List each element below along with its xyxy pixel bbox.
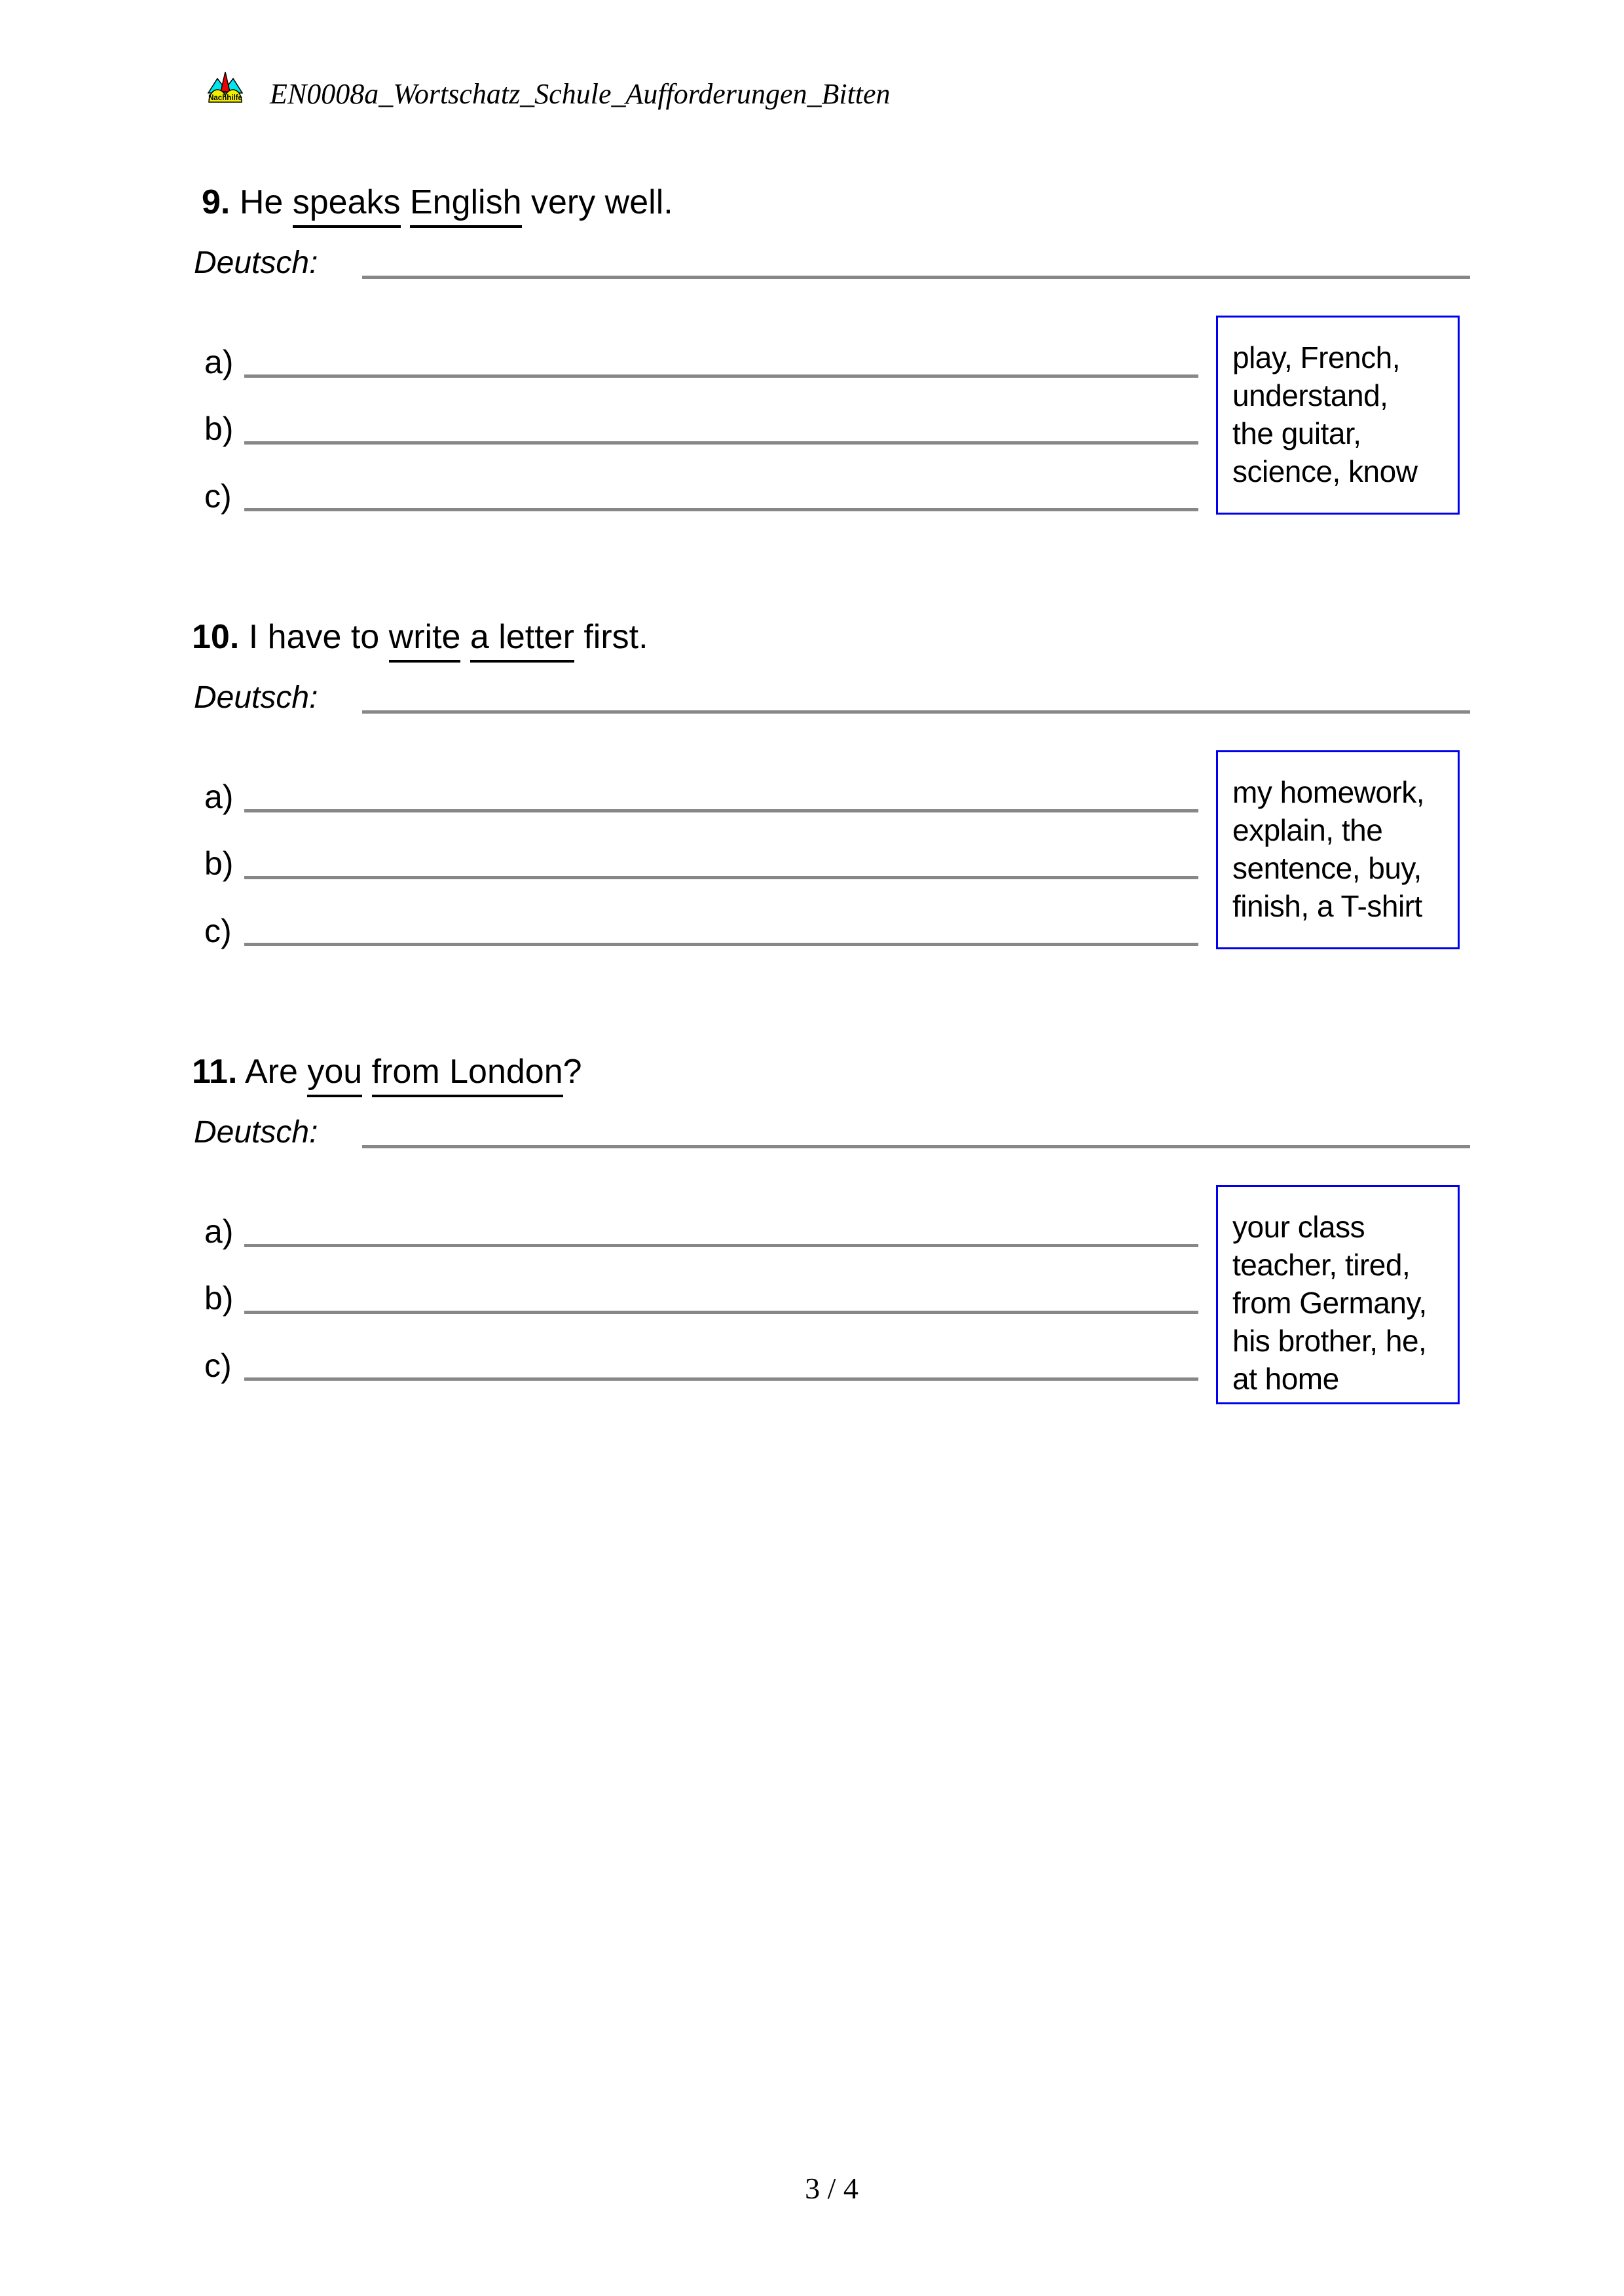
word-bank-line: science, know [1232, 454, 1418, 488]
document-title: EN0008a_Wortschatz_Schule_Aufforderungen_Bitten [270, 78, 891, 110]
word-bank-line: the guitar, [1232, 416, 1361, 450]
option-label-c: c) [204, 478, 232, 515]
question-number: 9. [202, 183, 231, 221]
answer-line-a [244, 809, 1198, 812]
word-bank-line: from Germany, [1232, 1286, 1427, 1320]
word-bank-line: his brother, he, [1232, 1324, 1427, 1358]
word-bank-line: teacher, tired, [1232, 1248, 1411, 1282]
option-label-c: c) [204, 1347, 232, 1384]
answer-line-a [244, 1244, 1198, 1247]
answer-line-b [244, 1311, 1198, 1314]
option-label-a: a) [204, 344, 234, 380]
deutsch-answer-line [362, 1145, 1470, 1148]
logo-text: Nachhilfe [208, 94, 242, 102]
word-bank-box [1216, 1185, 1460, 1404]
deutsch-label: Deutsch: [194, 1115, 318, 1150]
word-bank-line: your class [1232, 1210, 1365, 1244]
answer-line-c [244, 1377, 1198, 1381]
word-bank-box [1216, 750, 1460, 949]
question-number: 11. [192, 1053, 238, 1091]
option-label-b: b) [204, 845, 234, 882]
word-bank-line: my homework, [1232, 775, 1425, 809]
word-bank-line: explain, the [1232, 813, 1383, 847]
word-bank-box [1216, 316, 1460, 515]
answer-line-a [244, 374, 1198, 378]
question-block [0, 617, 1624, 1051]
question-sentence [192, 1051, 582, 1092]
option-label-a: a) [204, 1213, 234, 1250]
option-label-a: a) [204, 778, 234, 815]
question-block [0, 182, 1624, 617]
deutsch-label: Deutsch: [194, 246, 318, 280]
nachhilfe-logo-icon [207, 69, 244, 105]
question-text: He speaks English very well. [240, 183, 673, 228]
deutsch-label: Deutsch: [194, 680, 318, 715]
deutsch-answer-line [362, 710, 1470, 714]
option-label-b: b) [204, 1280, 234, 1317]
option-label-c: c) [204, 913, 232, 949]
page-indicator: 3 / 4 [805, 2172, 858, 2205]
option-label-b: b) [204, 410, 234, 447]
question-text: Are you from London? [245, 1053, 582, 1097]
answer-line-b [244, 441, 1198, 445]
word-bank-line: at home [1232, 1362, 1339, 1396]
word-bank-line: understand, [1232, 378, 1388, 412]
question-sentence [202, 182, 673, 223]
word-bank-line: play, French, [1232, 340, 1400, 374]
question-text: I have to write a letter first. [249, 618, 648, 663]
answer-line-c [244, 508, 1198, 511]
question-block [0, 1051, 1624, 1486]
word-bank-line: finish, a T-shirt [1232, 889, 1422, 923]
answer-line-c [244, 943, 1198, 946]
deutsch-answer-line [362, 276, 1470, 279]
question-number: 10. [192, 618, 240, 656]
answer-line-b [244, 876, 1198, 879]
question-sentence [192, 617, 648, 657]
word-bank-line: sentence, buy, [1232, 851, 1422, 885]
